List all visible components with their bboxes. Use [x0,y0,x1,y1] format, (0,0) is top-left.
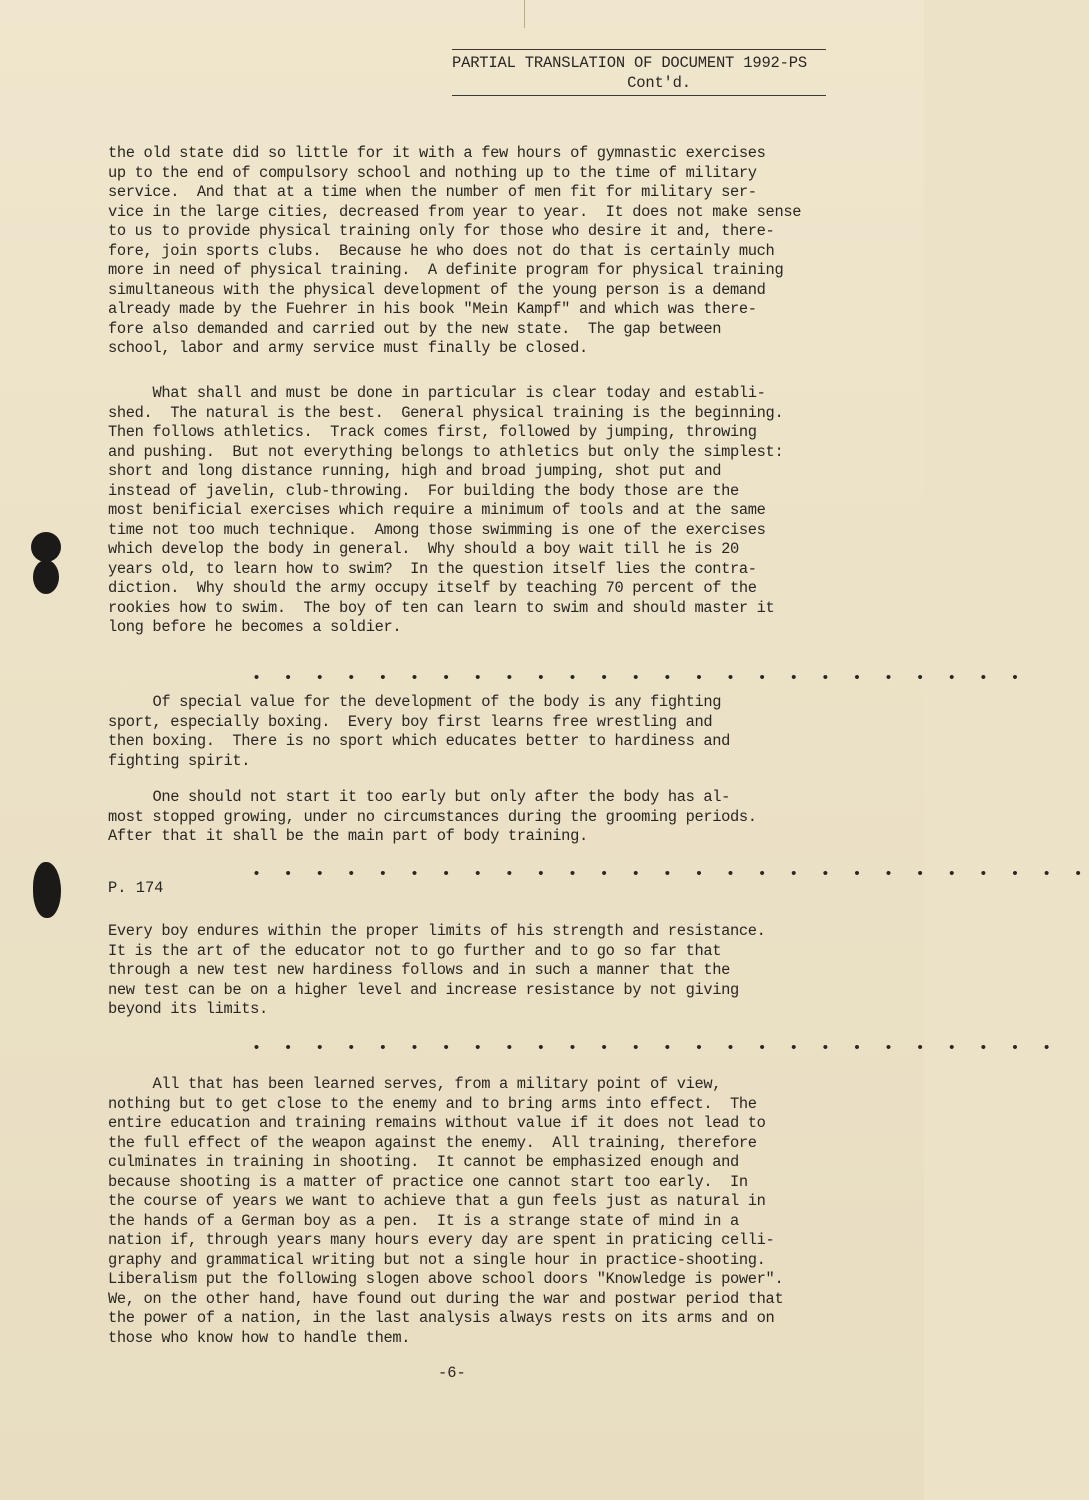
paragraph-6: All that has been learned serves, from a military point of view, nothing but to get close to the enemy and to bring arms into effect. The entire education and training remains without value if it does not lead to the full effect of the weapon against the enemy. All training, therefore culminates in training in shooting. It cannot be emphasized enough and because shooting is a matter of practice one cannot start too early. In the course of years we want to achieve that a gun feels just as natural in the hands of a German boy as a pen. It is a strange state of mind in a nation if, through years many hours every day are spent in praticing celli- graphy and grammatical writing but not a single hour in practice-shooting. Liberalism put the following slogen above school doors "Knowledge is power". We, on the other hand, have found out during the war and postwar period that the power of a nation, in the last analysis always rests on its arms and on those who know how to handle them. [108,1075,784,1347]
paragraph-4: One should not start it too early but only after the body has al- most stopped growing, under no circumstances during the grooming periods. After that it shall be the main part of body training. [108,788,757,845]
punch-hole-lower [33,862,61,918]
header-title: PARTIAL TRANSLATION OF DOCUMENT 1992-PS [452,54,807,72]
paragraph-3: Of special value for the development of the body is any fighting sport, especially boxing. Every boy first learns free wrestling and then boxing. There is no sport which educates better to hardiness and fighting spirit. [108,693,731,770]
punch-hole-mid [33,560,59,594]
paragraph-2: What shall and must be done in particular is clear today and establi- shed. The natural is the best. General physical training is the beginning. Then follows athletics. Track comes first, followed by jumping, throwing and pushing. But not everything belongs to athletics but only the simplest: short and long distance running, high and broad jumping, shot put and instead of javelin, club-throwing. For building the body those are the most benificial exercises which require a minimum of tools and at the same time not too much technique. Among those swimming is one of the exercises which develop the body in general. Why should a boy wait till he is 20 years old, to learn how to swim? In the question itself lies the contra- diction. Why should the army occupy itself by teaching 70 percent of the rookies how to swim. The boy of ten can learn to swim and should master it long before he becomes a soldier. [108,384,784,636]
page-reference: P. 174 [108,879,164,897]
separator-dots-3: • • • • • • • • • • • • • • • • • • • • • • • • • • [252,1040,1058,1057]
punch-hole-top [31,532,61,562]
paragraph-5: Every boy endures within the proper limits of his strength and resistance. It is the art of the educator not to go further and to go so far that through a new test new hardiness follows and in such a manner that the new test can be on a higher level and increase resistance by not giving beyond its limits. [108,922,766,1018]
edge-mark [524,0,525,28]
separator-dots-2: • • • • • • • • • • • • • • • • • • • • • • • • • • • [252,866,1089,883]
header-subtitle: Cont'd. [627,74,691,92]
paragraph-1: the old state did so little for it with a few hours of gymnastic exercises up to the end of compulsory school and nothing up to the time of military service. And that at a time when the number of men fit for military ser- vice in the large cities, decreased from year to year. It does not make sense to us to provide physical training only for those who desire it and, there- fore, join sports clubs. Because he who does not do that is certainly much more in need of physical training. A definite program for physical training simultaneous with the physical development of the young person is a demand already made by the Fuehrer in his book "Mein Kampf" and which was there- fore also demanded and carried out by the new state. The gap between school, labor and army service must finally be closed. [108,144,802,357]
page-number: -6- [438,1364,466,1382]
separator-dots-1: • • • • • • • • • • • • • • • • • • • • • • • • • [252,670,1027,687]
document-header [452,49,826,96]
